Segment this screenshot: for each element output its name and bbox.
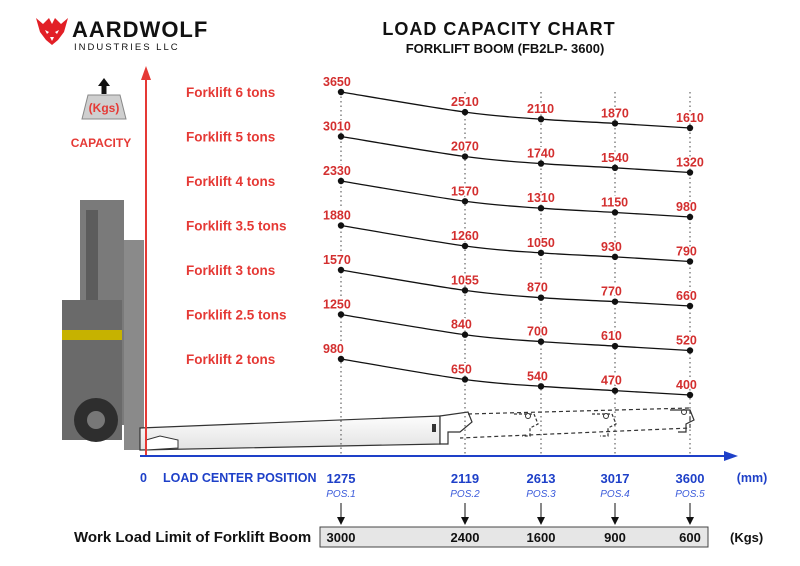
series-line bbox=[341, 226, 690, 262]
y-unit-label: (Kgs) bbox=[88, 101, 120, 115]
data-label: 650 bbox=[451, 362, 472, 377]
data-point bbox=[538, 116, 544, 122]
data-point bbox=[687, 258, 693, 264]
data-label: 660 bbox=[676, 289, 697, 303]
brand-subtitle: INDUSTRIES LLC bbox=[74, 42, 180, 53]
data-point bbox=[612, 165, 618, 171]
series-line bbox=[341, 137, 690, 173]
x-tick-label: 2119 bbox=[450, 471, 480, 486]
data-point bbox=[687, 214, 693, 220]
position-label: POS.5 bbox=[675, 489, 705, 500]
x-axis-label: LOAD CENTER POSITION bbox=[163, 471, 317, 485]
hook-icon-pos3 bbox=[514, 414, 538, 437]
data-label: 1320 bbox=[676, 155, 704, 170]
data-label: 870 bbox=[527, 280, 548, 295]
data-point bbox=[462, 153, 468, 159]
wll-value: 1600 bbox=[526, 530, 556, 545]
series-label: Forklift 2 tons bbox=[186, 352, 276, 367]
y-axis-label: CAPACITY bbox=[70, 136, 132, 150]
data-label: 1250 bbox=[323, 297, 351, 312]
data-label: 520 bbox=[676, 333, 697, 348]
x-tick-label: 3017 bbox=[600, 471, 630, 486]
wll-value: 3000 bbox=[326, 530, 356, 545]
data-point bbox=[612, 254, 618, 260]
wll-bar bbox=[320, 527, 708, 547]
data-point bbox=[462, 198, 468, 204]
data-label: 2070 bbox=[451, 139, 479, 154]
data-point bbox=[338, 222, 344, 228]
data-point bbox=[538, 338, 544, 344]
chart-title: LOAD CAPACITY CHART bbox=[382, 19, 616, 39]
boom-main-section bbox=[140, 416, 440, 450]
down-arrow-icon bbox=[611, 517, 619, 525]
wll-value: 600 bbox=[679, 530, 701, 545]
data-point bbox=[338, 178, 344, 184]
data-label: 1260 bbox=[451, 228, 479, 243]
data-label: 1050 bbox=[527, 235, 555, 250]
wll-unit: (Kgs) bbox=[730, 530, 764, 545]
wolf-head-icon bbox=[36, 18, 68, 45]
axis-ticks-layer bbox=[326, 471, 705, 500]
data-point bbox=[462, 109, 468, 115]
data-label: 3650 bbox=[323, 75, 351, 89]
data-point bbox=[338, 356, 344, 362]
data-label: 2510 bbox=[451, 95, 479, 110]
data-point bbox=[612, 209, 618, 215]
series-label: Forklift 6 tons bbox=[186, 85, 276, 100]
series-line bbox=[341, 359, 690, 395]
data-label: 980 bbox=[676, 200, 697, 214]
data-point bbox=[538, 294, 544, 300]
data-label: 540 bbox=[527, 369, 548, 384]
up-arrow-icon bbox=[98, 78, 110, 94]
curve-layer bbox=[338, 89, 693, 398]
series-label: Forklift 5 tons bbox=[186, 129, 276, 145]
boom-nose bbox=[440, 412, 472, 444]
data-label: 1570 bbox=[451, 184, 479, 199]
data-label: 1740 bbox=[527, 146, 555, 161]
series-label: Forklift 3.5 tons bbox=[186, 218, 287, 234]
position-label: POS.4 bbox=[600, 489, 630, 500]
x-tick-label: 1275 bbox=[326, 471, 356, 486]
down-arrow-icon bbox=[686, 517, 694, 525]
data-point bbox=[538, 250, 544, 256]
data-point bbox=[462, 376, 468, 382]
series-label: Forklift 2.5 tons bbox=[186, 307, 287, 323]
data-label: 1540 bbox=[601, 150, 629, 165]
wll-value: 900 bbox=[604, 530, 626, 545]
position-label: POS.2 bbox=[450, 489, 480, 500]
data-label: 1055 bbox=[451, 273, 479, 288]
brand-name: AARDWOLF bbox=[72, 17, 209, 42]
series-line bbox=[341, 181, 690, 217]
data-label: 770 bbox=[601, 284, 622, 299]
series-label: Forklift 4 tons bbox=[186, 174, 276, 189]
data-label: 1310 bbox=[527, 191, 555, 206]
data-point bbox=[612, 120, 618, 126]
data-label: 980 bbox=[323, 342, 344, 356]
x-unit-label: (mm) bbox=[736, 471, 768, 485]
label-layer bbox=[186, 75, 704, 392]
capacity-indicator bbox=[71, 78, 131, 150]
position-label: POS.1 bbox=[326, 489, 356, 500]
data-point bbox=[612, 343, 618, 349]
boom-extension-dashed bbox=[460, 408, 690, 438]
data-point bbox=[687, 347, 693, 353]
data-point bbox=[338, 267, 344, 273]
position-label: POS.3 bbox=[526, 489, 556, 500]
data-label: 790 bbox=[676, 244, 697, 259]
data-point bbox=[462, 287, 468, 293]
data-label: 1150 bbox=[601, 195, 629, 210]
data-label: 1870 bbox=[601, 106, 629, 121]
chart-subtitle: FORKLIFT BOOM (FB2LP- 3600) bbox=[405, 41, 605, 56]
data-point bbox=[462, 243, 468, 249]
series-line bbox=[341, 315, 690, 351]
down-arrow-icon bbox=[337, 517, 345, 525]
x-tick-label: 2613 bbox=[526, 471, 556, 486]
series-label: Forklift 3 tons bbox=[186, 263, 276, 278]
data-label: 1880 bbox=[323, 208, 351, 223]
data-label: 1610 bbox=[676, 111, 704, 125]
x-tick-label: 3600 bbox=[675, 471, 705, 486]
data-label: 2110 bbox=[527, 102, 555, 117]
brand-logo bbox=[36, 17, 208, 53]
data-label: 470 bbox=[601, 373, 622, 388]
forklift-illustration bbox=[62, 200, 144, 450]
wll-title: Work Load Limit of Forklift Boom bbox=[74, 529, 312, 546]
origin-label: 0 bbox=[140, 471, 147, 485]
data-label: 930 bbox=[601, 239, 622, 254]
data-point bbox=[612, 298, 618, 304]
data-point bbox=[538, 160, 544, 166]
data-label: 700 bbox=[527, 324, 548, 339]
data-point bbox=[462, 332, 468, 338]
data-label: 1570 bbox=[323, 253, 351, 267]
series-line bbox=[341, 92, 690, 128]
data-point bbox=[338, 133, 344, 139]
data-point bbox=[687, 303, 693, 309]
data-point bbox=[338, 89, 344, 95]
data-point bbox=[612, 387, 618, 393]
data-point bbox=[687, 125, 693, 131]
forklift-boom-illustration bbox=[140, 408, 694, 450]
data-point bbox=[687, 392, 693, 398]
data-point bbox=[538, 383, 544, 389]
x-axis-arrow-icon bbox=[724, 451, 738, 461]
grid-layer bbox=[341, 92, 690, 456]
y-axis-arrow-icon bbox=[141, 66, 151, 80]
down-arrow-icon bbox=[537, 517, 545, 525]
data-label: 3010 bbox=[323, 119, 351, 134]
data-point bbox=[538, 205, 544, 211]
down-arrow-icon bbox=[461, 517, 469, 525]
wll-value: 2400 bbox=[450, 530, 480, 545]
data-label: 2330 bbox=[323, 164, 351, 178]
data-label: 840 bbox=[451, 317, 472, 332]
data-label: 400 bbox=[676, 378, 697, 392]
series-line bbox=[341, 270, 690, 306]
data-point bbox=[338, 311, 344, 317]
data-label: 610 bbox=[601, 329, 622, 344]
data-point bbox=[687, 169, 693, 175]
